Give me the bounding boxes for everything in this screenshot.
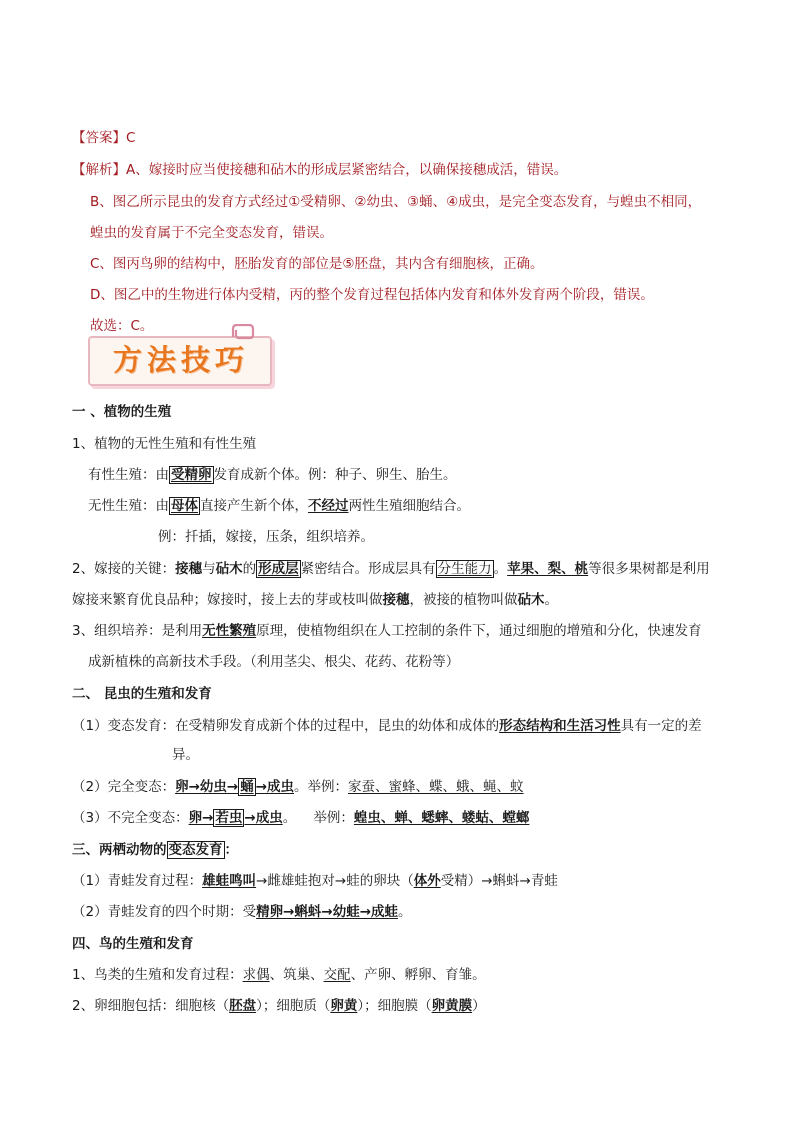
analysis-line-1 xyxy=(72,160,567,180)
key-term: 形成层 xyxy=(258,561,299,577)
text: 2、卵细胞包括：细胞核（ xyxy=(72,998,230,1014)
asexual-examples: 例：扦插，嫁接，压条，组织培养。 xyxy=(158,529,374,545)
text: ）；细胞膜（ xyxy=(357,998,432,1014)
text: 具有一定的差 xyxy=(620,718,702,734)
answer-value: C xyxy=(126,130,136,146)
text: 等很多果树都是利用 xyxy=(588,561,710,577)
text: 紧密结合。形成层具有 xyxy=(300,561,436,577)
method-tips-banner xyxy=(84,330,284,388)
section-3-heading xyxy=(72,840,238,860)
text: 1、鸟类的生殖和发育过程： xyxy=(72,967,243,983)
key-term: 受精卵 xyxy=(171,467,212,483)
key-term: 蛹 xyxy=(240,779,254,795)
text: 。举例： xyxy=(294,779,349,795)
asexual-reproduction-line xyxy=(88,496,470,516)
grafting-line-2 xyxy=(72,590,558,610)
analysis-line-3: 蝗虫的发育属于不完全变态发育，错误。 xyxy=(90,225,333,241)
analysis-tag: 【解析】 xyxy=(72,162,126,178)
key-term: 体外 xyxy=(413,873,441,889)
key-term: 雄蛙鸣叫 xyxy=(202,873,257,889)
text: 原理，使植物组织在人工控制的条件下，通过细胞的增殖和分化，快速发育 xyxy=(256,623,702,639)
key-term: 若虫 xyxy=(215,810,243,826)
bird-process-line xyxy=(72,965,486,985)
text: 直接产生新个体， xyxy=(200,498,308,514)
key-term: 胚盘 xyxy=(229,998,257,1014)
answer-line xyxy=(72,128,135,148)
frog-stages-line xyxy=(72,902,412,922)
frog-development-line xyxy=(72,871,558,891)
key-term: 无性繁殖 xyxy=(202,623,257,639)
banner-title: 方法技巧 xyxy=(112,343,249,377)
section-1-heading: 一 、植物的生殖 xyxy=(72,404,172,420)
text: 受精）→蝌蚪→青蛙 xyxy=(440,873,558,889)
sexual-reproduction-line xyxy=(88,465,457,485)
answer-tag: 【答案】 xyxy=(72,130,126,146)
text: 发育成新个体。例：种子、卵生、胎生。 xyxy=(213,467,457,483)
analysis-text-a: A、嫁接时应当使接穗和砧木的形成层紧密结合，以确保接穗成活，错误。 xyxy=(126,162,568,178)
key-term: 卵黄 xyxy=(330,998,358,1014)
text: 、筑巢、 xyxy=(269,967,324,983)
text: 两性生殖细胞结合。 xyxy=(348,498,470,514)
s1-p1: 1、植物的无性生殖和有性生殖 xyxy=(72,436,257,452)
key-term: 形态结构和生活习性 xyxy=(499,718,621,734)
key-term: 砧木 xyxy=(215,561,243,577)
tissue-culture-line-2: 成新植株的高新技术手段。（利用茎尖、根尖、花药、花粉等） xyxy=(88,654,460,670)
text: 的 xyxy=(242,561,257,577)
key-term: 苹果、梨、桃 xyxy=(507,561,589,577)
key-term: 精卵→蝌蚪→幼蛙→成蛙 xyxy=(256,904,399,920)
key-term: 分生能力 xyxy=(437,561,492,577)
key-term: 家蚕、蜜蜂、蝶、蛾、蝇、蚊 xyxy=(348,779,524,795)
key-term: →成虫 xyxy=(255,779,295,795)
section-2-heading: 二、 昆虫的生殖和发育 xyxy=(72,686,212,702)
key-term: 接穗 xyxy=(175,561,203,577)
text: 。 xyxy=(398,904,412,920)
analysis-line-2: B、图乙所示昆虫的发育方式经过①受精卵、②幼虫、③蛹、④成虫，是完全变态发育，与蝗虫不相同， xyxy=(90,194,702,210)
text: （1）青蛙发育过程： xyxy=(72,873,203,889)
text: ）；细胞质（ xyxy=(256,998,331,1014)
metamorphosis-line-2: 异。 xyxy=(172,747,199,763)
text: 。 xyxy=(544,592,558,608)
text: →雌雄蛙抱对→蛙的卵块（ xyxy=(256,873,414,889)
text: 、产卵、孵卵、育雏。 xyxy=(350,967,486,983)
key-term: 求偶 xyxy=(242,967,270,983)
text: （2）青蛙发育的四个时期：受 xyxy=(72,904,257,920)
paper-clip-icon xyxy=(230,324,256,340)
text: （2）完全变态： xyxy=(72,779,176,795)
text: 无性生殖：由 xyxy=(88,498,169,514)
text: 嫁接来繁育优良品种；嫁接时，接上去的芽或枝叫做 xyxy=(72,592,383,608)
key-term: 变态发育 xyxy=(168,842,223,858)
text: 3、组织培养：是利用 xyxy=(72,623,203,639)
text: 与 xyxy=(202,561,216,577)
text: ： xyxy=(224,842,238,858)
key-term: 母体 xyxy=(171,498,198,514)
key-term: 卵黄膜 xyxy=(431,998,473,1014)
grafting-key-line xyxy=(72,559,710,579)
analysis-line-6: 故选：C。 xyxy=(90,318,154,334)
key-term: 卵→幼虫→ xyxy=(175,779,239,795)
analysis-line-5: D、图乙中的生物进行体内受精，丙的整个发育过程包括体内发育和体外发育两个阶段，错误。 xyxy=(90,287,654,303)
key-term: 砧木 xyxy=(517,592,545,608)
key-term: 蝗虫、蝉、蟋蟀、蝼蛄、螳螂 xyxy=(353,810,530,826)
text: 2、嫁接的关键： xyxy=(72,561,176,577)
key-term: 接穗 xyxy=(382,592,410,608)
key-term: 交配 xyxy=(323,967,351,983)
metamorphosis-line xyxy=(72,716,702,736)
text: （1）变态发育：在受精卵发育成新个体的过程中，昆虫的幼体和成体的 xyxy=(72,718,500,734)
incomplete-metamorphosis-line xyxy=(72,808,529,828)
text: 有性生殖：由 xyxy=(88,467,169,483)
analysis-line-4: C、图丙鸟卵的结构中，胚胎发育的部位是⑤胚盘，其内含有细胞核，正确。 xyxy=(90,256,544,272)
text: 三、两栖动物的 xyxy=(72,842,167,858)
key-term: →成虫 xyxy=(244,810,283,826)
key-term: 卵→ xyxy=(188,810,214,826)
complete-metamorphosis-line xyxy=(72,777,524,797)
key-term: 不经过 xyxy=(308,498,349,514)
text: 。 举例： xyxy=(282,810,354,826)
text: （3）不完全变态： xyxy=(72,810,189,826)
section-4-heading: 四、鸟的生殖和发育 xyxy=(72,936,194,952)
egg-cell-line xyxy=(72,996,486,1016)
text: ，被接的植物叫做 xyxy=(409,592,518,608)
tissue-culture-line xyxy=(72,621,702,641)
text: ） xyxy=(472,998,486,1014)
text: 。 xyxy=(493,561,508,577)
